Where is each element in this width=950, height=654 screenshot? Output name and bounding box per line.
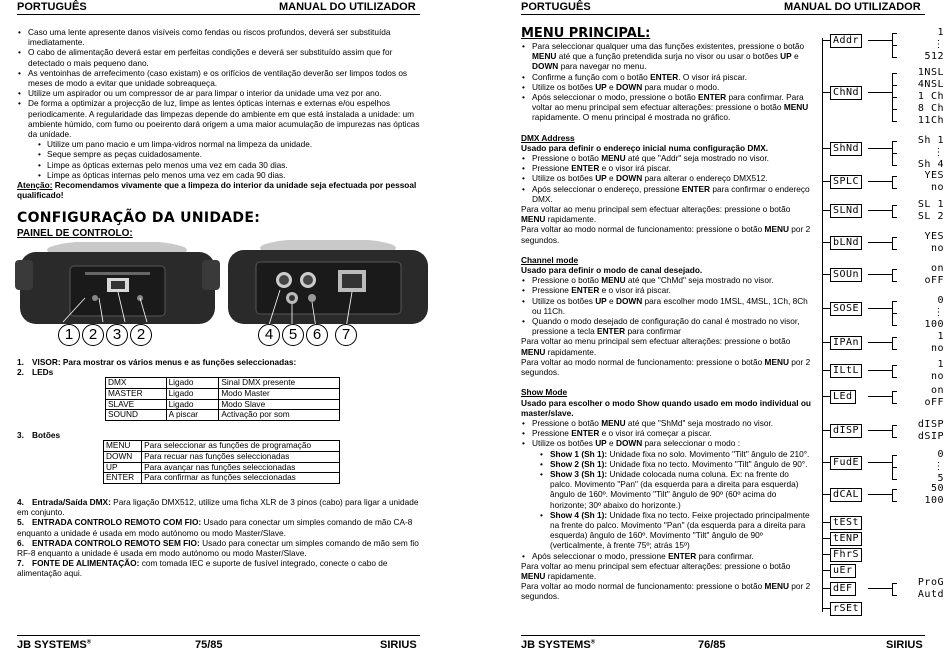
menu-tree-branch [822, 342, 830, 343]
menu-value-soun: on [900, 264, 944, 274]
channel-bullet: • Pressione ENTER e o visor irá piscar. [521, 285, 813, 295]
menu-values-connector [868, 396, 892, 397]
item-7-label: FONTE DE ALIMENTAÇÃO: [32, 558, 142, 569]
button-cell: Para confirmar as funções seleccionadas [142, 473, 340, 484]
menu-value-chnd: 1 Ch [900, 92, 944, 102]
maintenance-section [17, 27, 420, 200]
menu-value-branch [892, 377, 897, 378]
menu-title: MENU PRINCIPAL: [521, 26, 651, 41]
led-cell: DMX [106, 378, 167, 389]
menu-item-fhrs: FhrS [830, 548, 862, 562]
item-5 [17, 517, 420, 537]
left-footer-rule [17, 635, 420, 636]
button-row [104, 473, 340, 484]
leds-table [105, 377, 340, 421]
show-bullet-list [521, 418, 813, 449]
item-7 [17, 558, 420, 578]
callout-4: 4 [258, 324, 280, 346]
menu-value-branch [892, 217, 897, 218]
channel-bullet-list [521, 275, 813, 336]
menu-tree-branch [822, 274, 830, 275]
menu-item-addr: Addr [830, 34, 862, 48]
button-row [104, 451, 340, 462]
config-title: CONFIGURAÇÃO DA UNIDADE: [17, 210, 261, 226]
menu-value-chnd: 8 Ch [900, 104, 944, 114]
menu-value-branch [892, 97, 897, 98]
menu-values-bracket [892, 425, 893, 437]
show-bullet: • Pressione o botão MENU até que "ShMd" seja mostrado no visor. [521, 418, 813, 428]
menu-value-branch [892, 176, 897, 177]
maintenance-bullet: • O cabo de alimentação deverá estar em perfeitas condições e deverá ser substituído assim que for detectado o mais pequeno dano. [17, 47, 420, 67]
menu-value-branch [892, 455, 897, 456]
menu-value-branch [892, 425, 897, 426]
right-header-manual: MANUAL DO UTILIZADOR [784, 1, 921, 13]
callout-3: 3 [106, 324, 128, 346]
led-row [106, 410, 340, 421]
item-1 [17, 357, 420, 367]
item-2-number: 2. [17, 367, 24, 377]
menu-value-branch [892, 595, 897, 596]
item-7-number: 7. [17, 558, 24, 569]
menu-value-branch [892, 57, 897, 58]
menu-value-soun: oFF [900, 276, 944, 286]
button-cell: MENU [104, 441, 142, 452]
menu-value-branch [892, 403, 897, 404]
led-cell: MASTER [106, 388, 167, 399]
menu-value-addr: 1 [900, 28, 944, 38]
left-footer-brand [17, 639, 91, 651]
attention-note [17, 180, 420, 200]
show-mode-label: Show 4 (Sh 1): [550, 509, 610, 520]
menu-values-bracket [892, 176, 893, 188]
menu-tree-branch [822, 40, 830, 41]
menu-item-led: LEd [830, 390, 856, 404]
right-text-column [521, 41, 813, 602]
dmx-subtitle: Usado para definir o endereço inicial numa configuração DMX. [521, 142, 769, 153]
menu-item-shnd: ShNd [830, 142, 862, 156]
led-cell: SLAVE [106, 399, 167, 410]
menu-value-branch [892, 249, 897, 250]
show-mode-item [539, 469, 813, 510]
menu-values-bracket [892, 269, 893, 281]
menu-value-branch [892, 237, 897, 238]
menu-tree-branch [822, 148, 830, 149]
show-mode-item [539, 510, 813, 551]
callout-1: 1 [58, 324, 80, 346]
callout-2-left: 2 [82, 324, 104, 346]
menu-values-bracket [892, 489, 893, 501]
menu-values-connector [868, 308, 892, 309]
menu-value-branch [892, 365, 897, 366]
item-3-number: 3. [17, 430, 24, 440]
menu-item-splc: SPLC [830, 175, 862, 189]
show-mode-text: Unidade fixa no tecto. Movimento "Tilt" ângulo de 90°. [609, 458, 808, 469]
menu-value-disp: dISP [900, 420, 944, 430]
led-row [106, 378, 340, 389]
dmx-return-menu: Para voltar ao menu principal sem efectuar alterações: pressione o botão MENU rapidamente. [521, 204, 791, 225]
menu-value-led: oFF [900, 398, 944, 408]
item-1-number: 1. [17, 357, 24, 367]
item-5-label: ENTRADA CONTROLO REMOTO COM FIO: [32, 517, 204, 528]
menu-value-branch [892, 73, 897, 74]
menu-item-fude: FudE [830, 456, 862, 470]
show-mode-item [539, 449, 813, 459]
menu-values-connector [868, 588, 892, 589]
menu-item-def: dEF [830, 582, 856, 596]
menu-item-soun: SOUn [830, 268, 862, 282]
dmx-bullet: • Pressione o botão MENU até que "Addr" seja mostrado no visor. [521, 153, 813, 163]
cleaning-sub-bullet: • Limpe as ópticas externas pelo menos uma vez em cada 30 dias. [37, 160, 420, 170]
menu-value-disp: dSIP [900, 432, 944, 442]
channel-bullet: • Quando o modo desejado de configuração do canal é mostrado no visor, pressione a tecla ENTER para confirmar [521, 316, 813, 336]
menu-value-branch [892, 349, 897, 350]
item-6-text: Usado para conectar um simples comando de mão sem fio RF-8 enquanto a unidade é usada em modo autónomo ou modo Master/Slave. [17, 537, 419, 559]
menu-tree-branch [822, 494, 830, 495]
button-cell: UP [104, 462, 142, 473]
menu-value-def: ProG [900, 578, 944, 588]
cleaning-sub-bullets [37, 139, 420, 180]
menu-tree-trunk [822, 38, 823, 612]
menu-tree-branch [822, 92, 830, 93]
menu-value-branch [892, 325, 897, 326]
menu-value-branch [892, 188, 897, 189]
button-row [104, 462, 340, 473]
menu-values-bracket [892, 391, 893, 403]
show-mode-label: Show 3 (Sh 1): [550, 468, 610, 479]
maintenance-bullets [17, 27, 420, 139]
item-4-label: Entrada/Saída DMX: [32, 497, 114, 507]
show-bullet: • Utilize os botões UP e DOWN para seleccionar o modo : [521, 438, 813, 448]
item-4 [17, 497, 420, 517]
menu-value-branch [892, 337, 897, 338]
item-5-number: 5. [17, 517, 24, 528]
menu-bullet: • Utilize os botões UP e DOWN para mudar o modo. [521, 82, 813, 92]
show-mode-label: Show 1 (Sh 1): [550, 448, 610, 459]
menu-values-bracket [892, 237, 893, 249]
panel-title: PAINEL DE CONTROLO: [17, 228, 133, 239]
menu-value-branch [892, 501, 897, 502]
menu-tree-branch [822, 370, 830, 371]
menu-item-chnd: ChNd [830, 86, 862, 100]
right-footer-model: SIRIUS [886, 639, 923, 651]
item-4-text: Para ligação DMX512, utilize uma ficha XLR de 3 pinos (cabo) para ligar a unidade em conjunto. [17, 497, 419, 518]
maintenance-bullet: • De forma a optimizar a projecção de luz, limpe as lentes ópticas internas e externas e/ou espelhos periodicamente. A regularidade das limpezas depende do ambiente em que está instalada a unidade: um ambiente húmido, com fumo ou poeirento dará origem a uma maior acumulação de impurezas nas ópticas da unidade. [17, 98, 420, 139]
menu-value-branch [892, 281, 897, 282]
menu-values-connector [868, 430, 892, 431]
led-row [106, 399, 340, 410]
menu-value-branch [892, 269, 897, 270]
menu-value-addr: 512 [900, 52, 944, 62]
menu-values-connector [868, 242, 892, 243]
menu-values-connector [868, 40, 892, 41]
menu-tree-branch [822, 608, 830, 609]
menu-value-branch [892, 489, 897, 490]
menu-tree-branch [822, 181, 830, 182]
menu-value-branch [892, 141, 897, 142]
dmx-bullet: • Pressione ENTER e o visor irá piscar. [521, 163, 813, 173]
menu-tree-branch [822, 554, 830, 555]
menu-tree-branch [822, 242, 830, 243]
menu-bullet-list [521, 41, 813, 123]
menu-value-iltl: no [900, 372, 944, 382]
led-cell: Activação por som [219, 410, 340, 421]
channel-subtitle: Usado para definir o modo de canal desejado. [521, 265, 703, 276]
right-header-rule [521, 14, 925, 15]
menu-values-connector [868, 148, 892, 149]
menu-value-blnd: YES [900, 232, 944, 242]
right-footer-page: 76/85 [698, 639, 726, 651]
menu-tree-branch [822, 210, 830, 211]
menu-value-branch [892, 109, 897, 110]
channel-return-menu: Para voltar ao menu principal sem efectuar alterações: pressione o botão MENU rapidamente. [521, 336, 791, 357]
menu-tree-branch [822, 570, 830, 571]
left-footer-brand-text: JB SYSTEMS [17, 639, 87, 651]
menu-item-ipan: IPAn [830, 336, 862, 350]
menu-value-chnd: 11Ch [900, 116, 944, 126]
menu-value-iltl: 1 [900, 360, 944, 370]
menu-tree-branch [822, 538, 830, 539]
menu-value-branch [892, 479, 897, 480]
menu-value-chnd: 4NSL [900, 80, 944, 90]
item-5-text: Usado para conectar um simples comando de mão CA-8 enquanto a unidade é usada em modo autónomo ou modo Master/Slave. [17, 517, 413, 538]
right-footer-reg: ® [590, 639, 596, 646]
menu-values-connector [868, 210, 892, 211]
menu-value-branch [892, 165, 897, 166]
maintenance-bullet: • As ventoinhas de arrefecimento (caso existam) e os orifícios de ventilação deverão ser limpos todos os meses de modo a evitar que unidade sobreaqueça. [17, 68, 420, 88]
item-3 [17, 430, 60, 440]
led-cell: Modo Master [219, 388, 340, 399]
menu-values-bracket [892, 365, 893, 377]
left-header-language: PORTUGUÊS [17, 1, 87, 13]
led-cell: Ligado [166, 388, 219, 399]
menu-tree-branch [822, 430, 830, 431]
rear-panel-photo [228, 240, 428, 330]
led-cell: Sinal DMX presente [219, 378, 340, 389]
menu-tree-diagram [820, 27, 948, 622]
led-cell: SOUND [106, 410, 167, 421]
show-bullet: • Pressione ENTER e o visor irá começar a piscar. [521, 428, 813, 438]
cleaning-sub-bullet: • Limpe as ópticas internas pelo menos uma vez em cada 90 dias. [37, 170, 420, 180]
show-mode-label: Show 2 (Sh 1): [550, 458, 610, 469]
led-cell: A piscar [166, 410, 219, 421]
button-cell: Para avançar nas funções seleccionadas [142, 462, 340, 473]
left-header-manual: MANUAL DO UTILIZADOR [279, 1, 416, 13]
menu-tree-branch [822, 522, 830, 523]
button-cell: ENTER [104, 473, 142, 484]
item-1-text: VISOR: Para mostrar os vários menus e as funções seleccionadas: [32, 357, 297, 367]
menu-value-blnd: no [900, 244, 944, 254]
menu-value-slnd: SL 2 [900, 212, 944, 222]
left-header-rule [17, 14, 420, 15]
menu-value-ipan: no [900, 344, 944, 354]
button-cell: DOWN [104, 451, 142, 462]
show-modes-list [539, 449, 813, 551]
menu-value-fude: 0 [900, 450, 944, 460]
menu-values-connector [868, 370, 892, 371]
maintenance-bullet: • Utilize um aspirador ou um compressor de ar para limpar o interior da unidade uma vez por ano. [17, 88, 420, 98]
show-mode-text: Unidade fixa no tecto. Feixe projectado principalmente na frente do palco. Movimento "Pan" (da esquerda para a direita para esquerda) ângulo de 160º. Movimento "Tilt" ângulo de 90º (verticalmente, à frente 75º; atrás 15º) [550, 509, 810, 551]
menu-values-connector [868, 494, 892, 495]
item-7-text: com tomada IEC e suporte de fusível integrado, conecte o cabo de alimentação aqui. [17, 558, 388, 579]
menu-value-addr: ⋮ [900, 40, 944, 50]
show-mode-item [539, 459, 813, 469]
menu-value-slnd: SL 1 [900, 200, 944, 210]
button-cell: Para recuar nas funções seleccionadas [142, 451, 340, 462]
menu-item-blnd: bLNd [830, 236, 862, 250]
item-6 [17, 538, 420, 558]
menu-item-sose: SOSE [830, 302, 862, 316]
callout-2-right: 2 [130, 324, 152, 346]
led-cell: Ligado [166, 399, 219, 410]
callout-5: 5 [282, 324, 304, 346]
menu-item-tenp: tENP [830, 532, 862, 546]
dmx-title: DMX Address [521, 132, 575, 143]
menu-values-bracket [892, 583, 893, 595]
front-panel-photo [15, 242, 220, 330]
channel-return-normal: Para voltar ao modo normal de funcionamento: pressione o botão MENU por 2 segundos. [521, 356, 811, 378]
menu-value-fude: 5 [900, 474, 944, 484]
menu-value-branch [892, 391, 897, 392]
menu-item-disp: dISP [830, 424, 862, 438]
menu-value-sose: ⋮ [900, 308, 944, 318]
attention-text: Recomendamos vivamente que a limpeza do interior da unidade seja efectuada por pessoal qualificado! [17, 180, 417, 201]
left-footer-reg: ® [86, 639, 92, 646]
menu-value-branch [892, 437, 897, 438]
menu-value-def: Autd [900, 590, 944, 600]
show-mode-text: Unidade fixa no solo. Movimento "Tilt" ângulo de 210°. [609, 448, 810, 459]
show-subtitle: Usado para escolher o modo Show quando usado em modo individual ou master/slave. [521, 397, 811, 418]
show-return-normal: Para voltar ao modo normal de funcionamento: pressione o botão MENU por 2 segundos. [521, 581, 811, 602]
menu-bullet: • Após seleccionar o modo, pressione o botão ENTER para confirmar. Para voltar ao menu principal sem efectuar alterações: pressione o botão MENU rapidamente. O menu principal é mostrada no gráfico. [521, 92, 813, 123]
menu-value-splc: no [900, 183, 944, 193]
show-return-menu: Para voltar ao menu principal sem efectuar alterações: pressione o botão MENU rapidamente. [521, 560, 791, 581]
attention-label: Atenção: [17, 180, 53, 191]
menu-value-branch [892, 467, 897, 468]
menu-item-test: tESt [830, 516, 862, 530]
right-footer-rule [521, 635, 925, 636]
show-after-bullet-list [521, 551, 813, 561]
channel-bullet: • Utilize os botões UP e DOWN para escolher modo 1MSL, 4MSL, 1Ch, 8Ch ou 11Ch. [521, 296, 813, 316]
items-4-7 [17, 497, 420, 579]
right-page [475, 0, 950, 654]
menu-tree-branch [822, 308, 830, 309]
show-mode-text: Unidade colocada numa coluna. Ex: na frente do palco. Movimento "Pan" (da esquerda para a direita para esquerda) ângulo de 160º. Movimento "Tilt" ângulo de 90º (60º acima do horizonte; 30º abaixo do horizonte.) [550, 468, 799, 510]
menu-values-connector [868, 342, 892, 343]
menu-tree-branch [822, 462, 830, 463]
menu-value-branch [892, 583, 897, 584]
menu-values-bracket [892, 205, 893, 217]
item-6-number: 6. [17, 537, 24, 548]
menu-value-branch [892, 45, 897, 46]
button-row [104, 441, 340, 452]
item-2-text: LEDs [32, 367, 54, 377]
left-footer-model: SIRIUS [380, 639, 417, 651]
item-6-label: ENTRADA CONTROLO REMOTO SEM FIO: [32, 537, 203, 548]
right-footer-brand [521, 639, 595, 651]
channel-title: Channel mode [521, 254, 579, 265]
cleaning-sub-bullet: • Seque sempre as peças cuidadosamente. [37, 149, 420, 159]
show-title: Show Mode [521, 387, 568, 398]
cleaning-sub-bullet: • Utilize um pano macio e um limpa-vidros normal na limpeza da unidade. [37, 139, 420, 149]
dmx-return-normal: Para voltar ao modo normal de funcionamento: pressione o botão MENU por 2 segundos. [521, 224, 811, 245]
dmx-bullet-list [521, 153, 813, 204]
menu-value-branch [892, 205, 897, 206]
item-4-number: 4. [17, 497, 24, 507]
menu-item-rset: rSEt [830, 602, 862, 616]
menu-value-branch [892, 85, 897, 86]
menu-value-branch [892, 301, 897, 302]
menu-value-ipan: 1 [900, 332, 944, 342]
menu-value-chnd: 1NSL [900, 68, 944, 78]
callout-7: 7 [335, 324, 357, 346]
menu-value-branch [892, 153, 897, 154]
menu-value-shnd: ⋮ [900, 148, 944, 158]
menu-value-shnd: Sh 1 [900, 136, 944, 146]
menu-item-dcal: dCAL [830, 488, 862, 502]
menu-values-connector [868, 181, 892, 182]
menu-value-branch [892, 33, 897, 34]
menu-value-shnd: Sh 4 [900, 160, 944, 170]
menu-values-connector [868, 462, 892, 463]
menu-value-dcal: 50 [900, 484, 944, 494]
dmx-bullet: • Após seleccionar o endereço, pressione ENTER para confirmar o endereço DMX. [521, 184, 813, 204]
led-cell: Modo Slave [219, 399, 340, 410]
menu-bullet: • Confirme a função com o botão ENTER. O visor irá piscar. [521, 72, 813, 82]
channel-bullet: • Pressione o botão MENU até que "ChMd" seja mostrado no visor. [521, 275, 813, 285]
buttons-table [103, 440, 340, 484]
button-cell: Para seleccionar as funções de programação [142, 441, 340, 452]
item-2 [17, 367, 53, 377]
menu-tree-branch [822, 396, 830, 397]
menu-value-led: on [900, 386, 944, 396]
menu-value-dcal: 100 [900, 496, 944, 506]
menu-value-branch [892, 313, 897, 314]
menu-values-connector [868, 92, 892, 93]
menu-item-iltl: ILtL [830, 364, 862, 378]
item-3-text: Botões [32, 430, 61, 440]
menu-item-uer: uEr [830, 564, 856, 578]
maintenance-bullet: • Caso uma lente apresente danos visíveis como fendas ou riscos profundos, deverá ser substituída imediatamente. [17, 27, 420, 47]
left-footer-page: 75/85 [195, 639, 223, 651]
led-row [106, 388, 340, 399]
menu-value-sose: 100 [900, 320, 944, 330]
right-header-language: PORTUGUÊS [521, 1, 591, 13]
dmx-bullet: • Utilize os botões UP e DOWN para alterar o endereço DMX512. [521, 173, 813, 183]
menu-value-splc: YES [900, 171, 944, 181]
menu-value-fude: ⋮ [900, 462, 944, 472]
show-after-bullet: • Após seleccionar o modo, pressione ENTER para confirmar. [521, 551, 813, 561]
menu-values-connector [868, 274, 892, 275]
right-footer-brand-text: JB SYSTEMS [521, 639, 591, 651]
menu-value-branch [892, 121, 897, 122]
menu-values-bracket [892, 337, 893, 349]
led-cell: Ligado [166, 378, 219, 389]
menu-tree-branch [822, 588, 830, 589]
menu-item-slnd: SLNd [830, 204, 862, 218]
menu-value-sose: 0 [900, 296, 944, 306]
menu-bullet: • Para seleccionar qualquer uma das funções existentes, pressione o botão MENU até que a função pretendida surja no visor ou usar o botões UP e DOWN para navegar no menu. [521, 41, 813, 72]
callout-6: 6 [306, 324, 328, 346]
